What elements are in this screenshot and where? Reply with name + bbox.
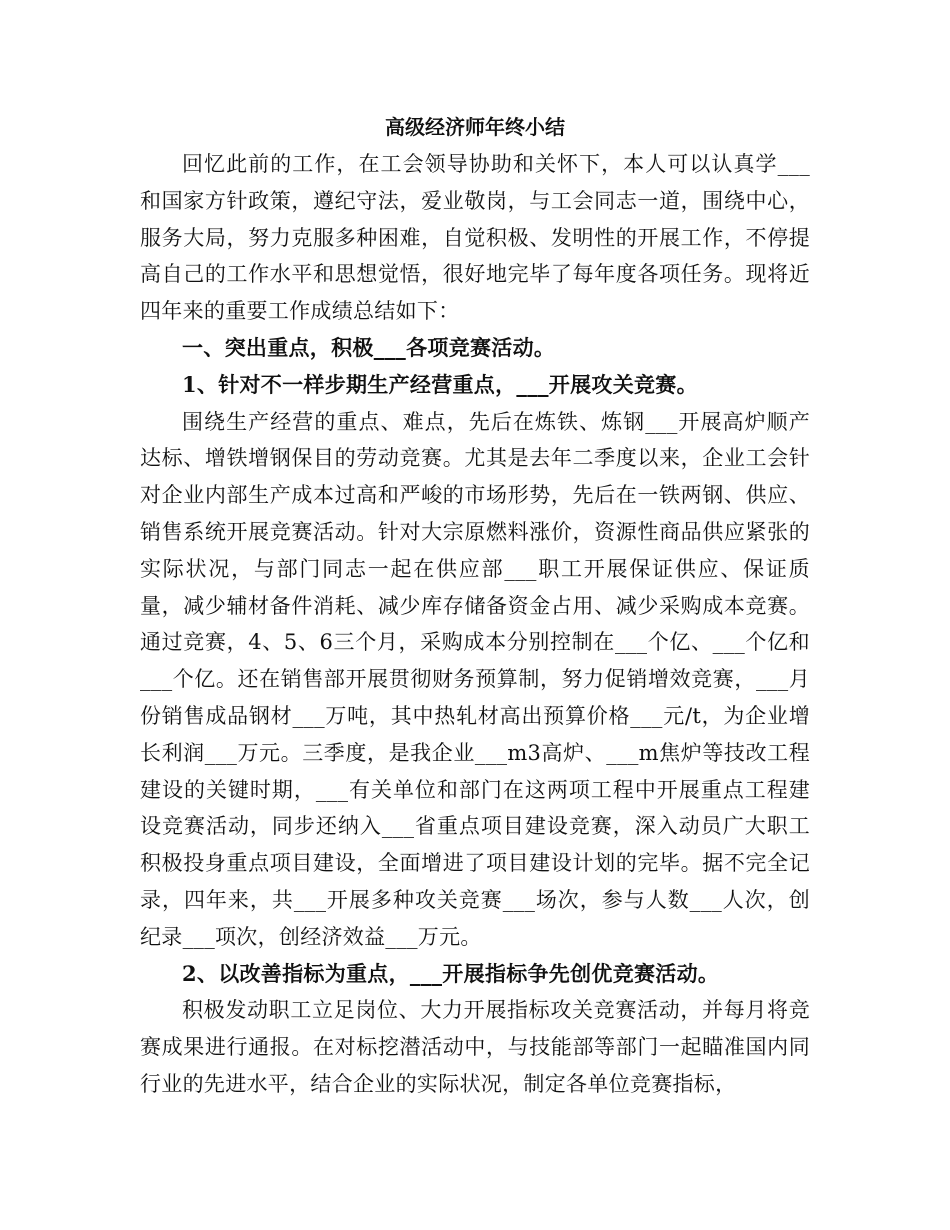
subsection-heading-2: 2、以改善指标为重点，___开展指标争先创优竞赛活动。: [182, 960, 720, 986]
intro-paragraph: 回忆此前的工作，在工会领导协助和关怀下，本人可以认真学___和国家方针政策，遵纪守法，爱业敬岗，与工会同志一道，围绕中心，服务大局，努力克服多种困难，自觉积极、发明性的开展工作，不停提高自己的工作水平和思想觉悟，很好地完毕了每年度各项任务。现将近四年来的重要工作成绩总结如下：: [140, 152, 810, 324]
competition-paragraph: 围绕生产经营的重点、难点，先后在炼铁、炼钢___开展高炉顺产达标、增铁增钢保目的劳动竞赛。尤其是去年二季度以来，企业工会针对企业内部生产成本过高和严峻的市场形势，先后在一铁两钢、供应、销售系统开展竞赛活动。针对大宗原燃料涨价，资源性商品供应紧张的实际状况，与部门同志一起在供应部___职工开展保证供应、保证质量，减少辅材备件消耗、减少库存储备资金占用、减少采购成本竞赛。通过竞赛，4、5、6三个月，采购成本分别控制在___个亿、___个亿和___个亿。还在销售部开展贯彻财务预算制，努力促销增效竞赛，___月份销售成品钢材___万吨，其中热轧材高出预算价格___元/t，为企业增长利润___万元。三季度，是我企业___m3高炉、___m焦炉等技改工程建设的关键时期，___有关单位和部门在这两项工程中开展重点工程建设竞赛活动，同步还纳入___省重点项目建设竞赛，深入动员广大职工积极投身重点项目建设，全面增进了项目建设计划的完毕。据不完全记录，四年来，共___开展多种攻关竞赛___场次，参与人数___人次，创纪录___项次，创经济效益___万元。: [140, 409, 810, 949]
document-title: 高级经济师年终小结: [385, 115, 565, 139]
indicator-paragraph: 积极发动职工立足岗位、大力开展指标攻关竞赛活动，并每月将竞赛成果进行通报。在对标挖潜活动中，与技能部等部门一起瞄准国内同行业的先进水平，结合企业的实际状况，制定各单位竞赛指标，: [140, 998, 810, 1096]
subsection-heading-1: 1、针对不一样步期生产经营重点，___开展攻关竞赛。: [182, 371, 698, 397]
section-heading-1: 一、突出重点，积极___各项竞赛活动。: [182, 334, 556, 360]
document-body: [140, 146, 810, 1103]
